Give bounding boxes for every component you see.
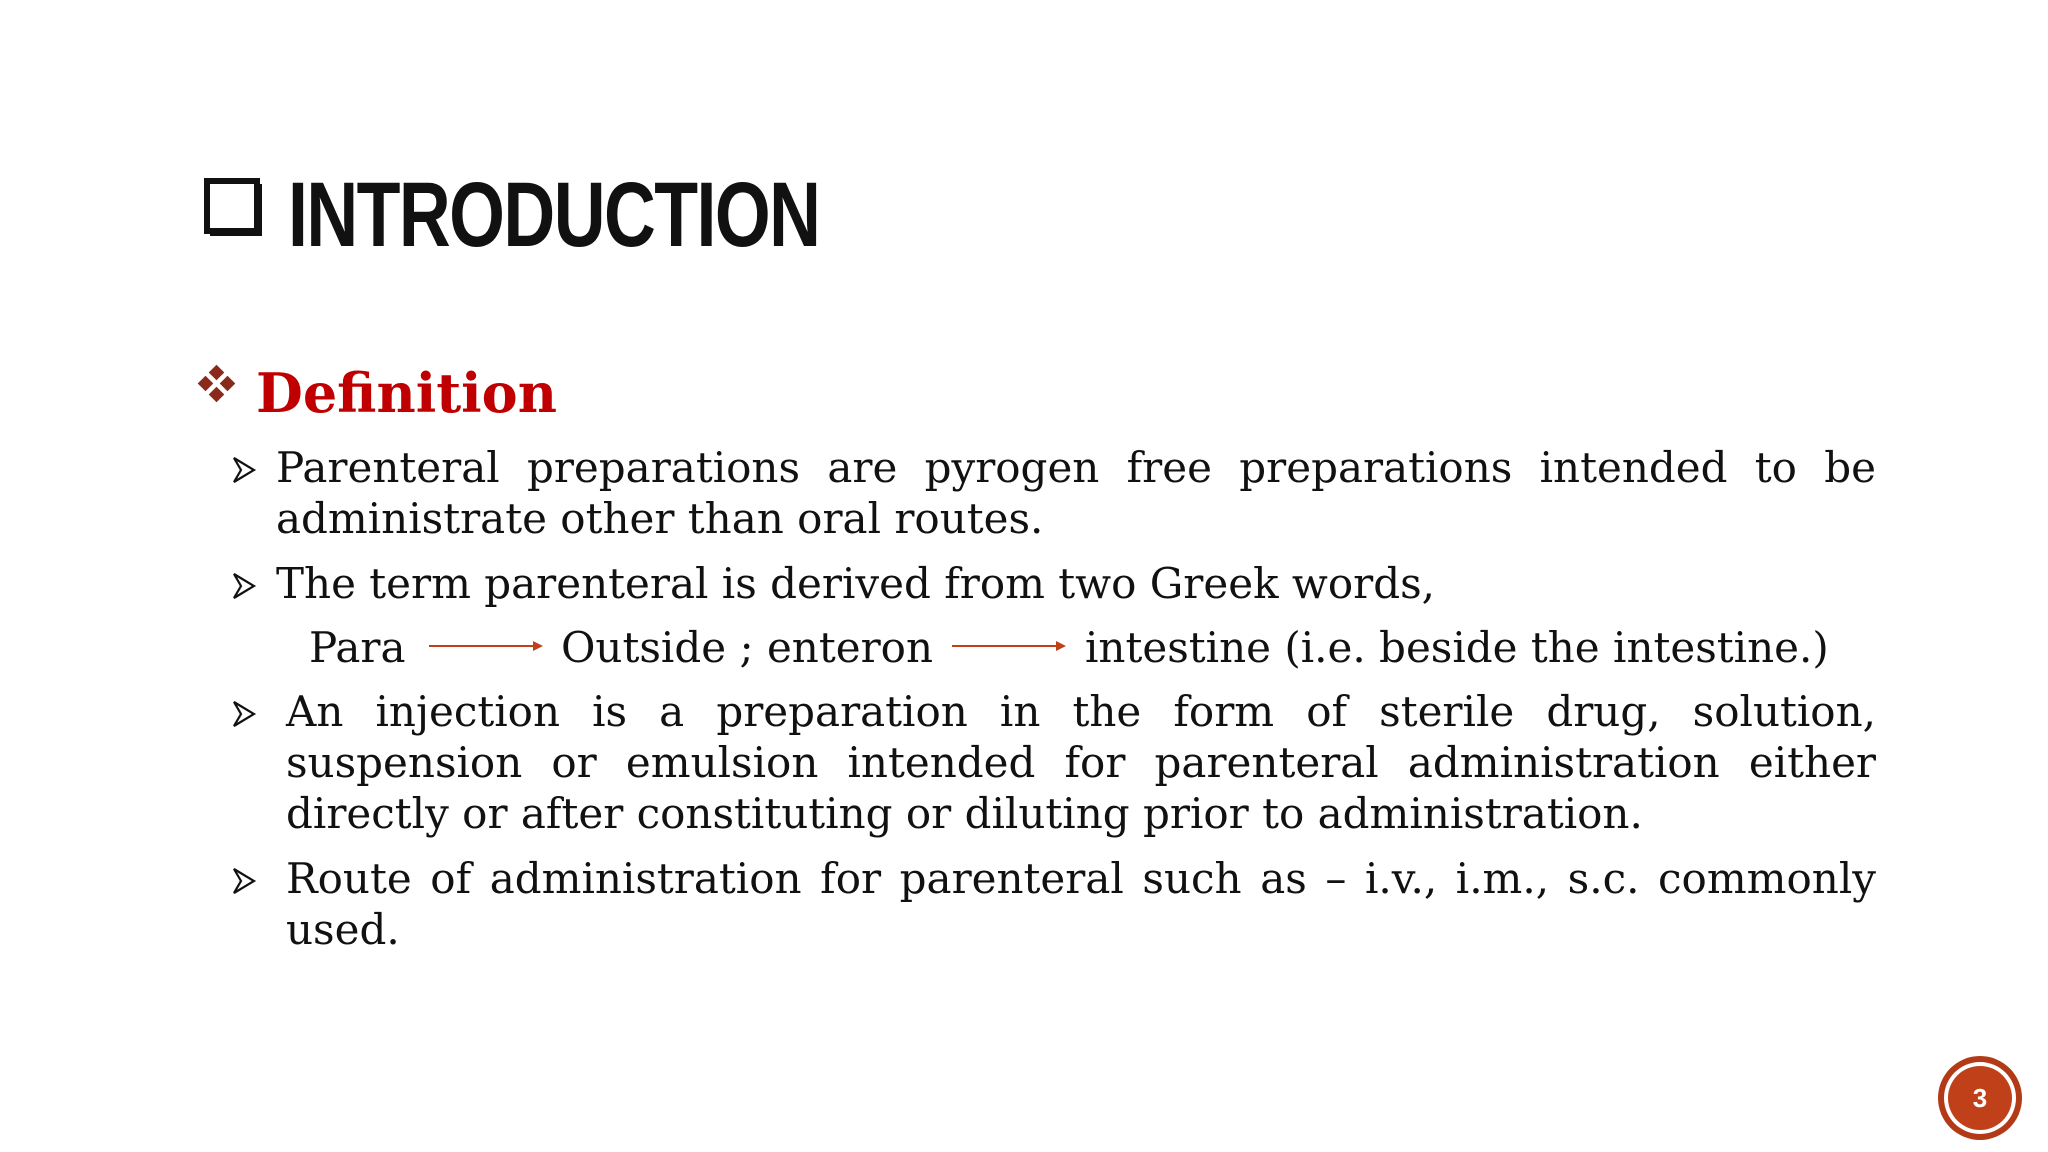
page-number: 3 — [1972, 1082, 1988, 1113]
arrowhead-icon — [230, 456, 258, 484]
section-heading-row — [200, 361, 557, 425]
arrowhead-icon — [230, 867, 258, 895]
bullet-item — [230, 686, 1876, 839]
derivation-word: Para — [309, 623, 406, 672]
slide-title: INTRODUCTION — [288, 164, 820, 266]
bullet-text: An injection is a preparation in the form of sterile drug, solution, suspension or emulsion intended for parenteral administration either directly or after constituting or diluting prior to administration. — [286, 687, 1876, 838]
arrowhead-icon — [230, 700, 258, 728]
bullet-item — [230, 853, 1876, 955]
derivation-meaning: Outside ; enteron — [561, 623, 933, 672]
checkbox-square-icon — [204, 178, 262, 236]
bullet-text: Parenteral preparations are pyrogen free preparations intended to be administrate other than oral routes. — [276, 443, 1876, 543]
title-row — [204, 164, 969, 266]
bullet-item — [230, 442, 1876, 544]
bullet-item — [230, 558, 1435, 609]
arrowhead-icon — [230, 572, 258, 600]
right-arrow-icon — [952, 636, 1068, 656]
bullet-text: The term parenteral is derived from two Greek words, — [276, 559, 1435, 608]
bullet-text: Route of administration for parenteral such as – i.v., i.m., s.c. commonly used. — [286, 854, 1876, 954]
derivation-meaning: intestine (i.e. beside the intestine.) — [1085, 623, 1829, 672]
four-diamond-icon — [200, 367, 234, 401]
right-arrow-icon — [429, 636, 545, 656]
section-heading: Definition — [256, 361, 557, 425]
page-number-badge — [1944, 1062, 2016, 1134]
